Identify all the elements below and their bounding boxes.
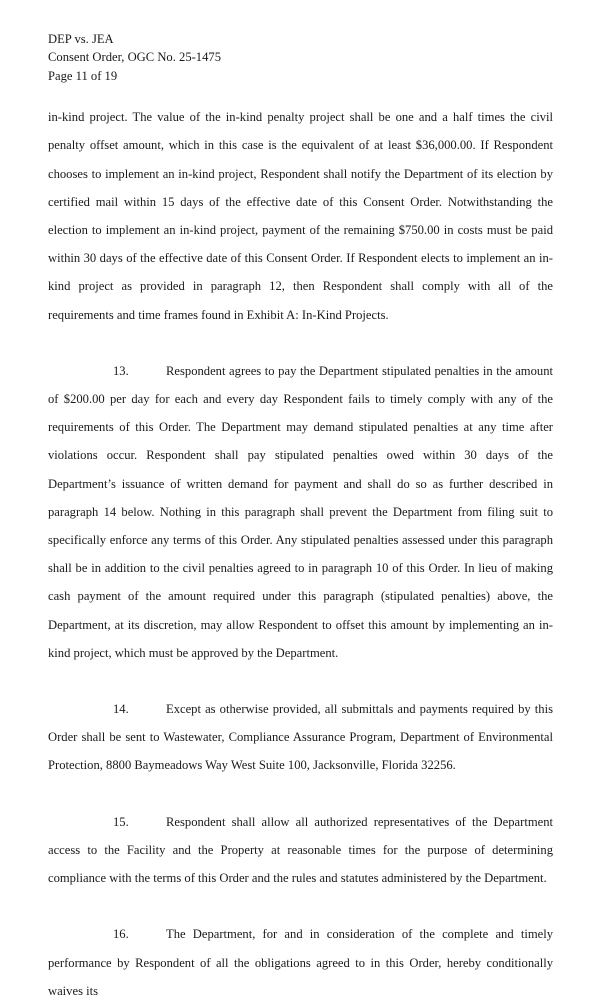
paragraph-spacer (48, 329, 553, 357)
paragraph-15 (48, 808, 553, 893)
paragraph-spacer (48, 667, 553, 695)
document-header (48, 30, 553, 85)
paragraph-spacer (48, 892, 553, 920)
paragraph-text: Except as otherwise provided, all submittals and payments required by this Order shall be sent to Wastewater, Compliance Assurance Program, Department of Environmental Protection, 8800 Baymeadows Way West Suite 100, Jacksonville, Florida 32256. (48, 702, 553, 773)
paragraph-text: Respondent shall allow all authorized representatives of the Department access to the Facility and the Property at reasonable times for the purpose of determining compliance with the terms of this Order and the rules and statutes administered by the Department. (48, 814, 553, 886)
paragraph-14 (48, 695, 553, 780)
paragraph-text: The Department, for and in consideration of the complete and timely performance by Respondent of all the obligations agreed to in this Order, hereby conditionally waives its (48, 927, 553, 998)
paragraph-number: 15. (113, 814, 129, 829)
header-page-number: Page 11 of 19 (48, 68, 118, 83)
paragraph-number: 14. (113, 702, 129, 717)
paragraph-spacer (48, 780, 553, 808)
header-consent-order-number: Consent Order, OGC No. 25-1475 (48, 50, 221, 65)
paragraph-text: Respondent agrees to pay the Department stipulated penalties in the amount of $200.00 per day for each and every day Respondent fails to timely comply with any of the requirements of this Order. The Department may demand stipulated penalties at any time after violations occur. Respondent shall pay stipulated penalties owed within 30 days of the Department’s issuance of written demand for payment and shall do so as further described in paragraph 14 below. Nothing in this paragraph shall prevent the Department from filing suit to specifically enforce any terms of this Order. Any stipulated penalties assessed under this paragraph shall be in addition to the civil penalties agreed to in paragraph 10 of this Order. In lieu of making cash payment of the amount required under this paragraph (stipulated penalties) above, the Department, at its discretion, may allow Respondent to offset this amount by implementing an in-kind project, which must be approved by the Department. (48, 363, 553, 660)
paragraph-13 (48, 357, 553, 667)
paragraph-number: 16. (113, 927, 129, 942)
paragraph-16 (48, 920, 553, 1005)
header-case-caption: DEP vs. JEA (48, 32, 114, 46)
paragraph-number: 13. (113, 363, 129, 378)
paragraph-text: in-kind project. The value of the in-kind penalty project shall be one and a half times the civil penalty offset amount, which in this case is the equivalent of at least $36,000.00. If Respondent chooses to implement an in-kind project, Respondent shall notify the Department of its election by certified mail within 15 days of the effective date of this Consent Order. Notwithstanding the election to implement an in-kind project, payment of the remaining $750.00 in costs must be paid within 30 days of the effective date of this Consent Order. If Respondent elects to implement an in-kind project as provided in paragraph 12, then Respondent shall comply with all of the requirements and time frames found in Exhibit A: In-Kind Projects. (48, 110, 553, 322)
document-body (48, 103, 553, 1005)
paragraph-continuation-12 (48, 103, 553, 329)
